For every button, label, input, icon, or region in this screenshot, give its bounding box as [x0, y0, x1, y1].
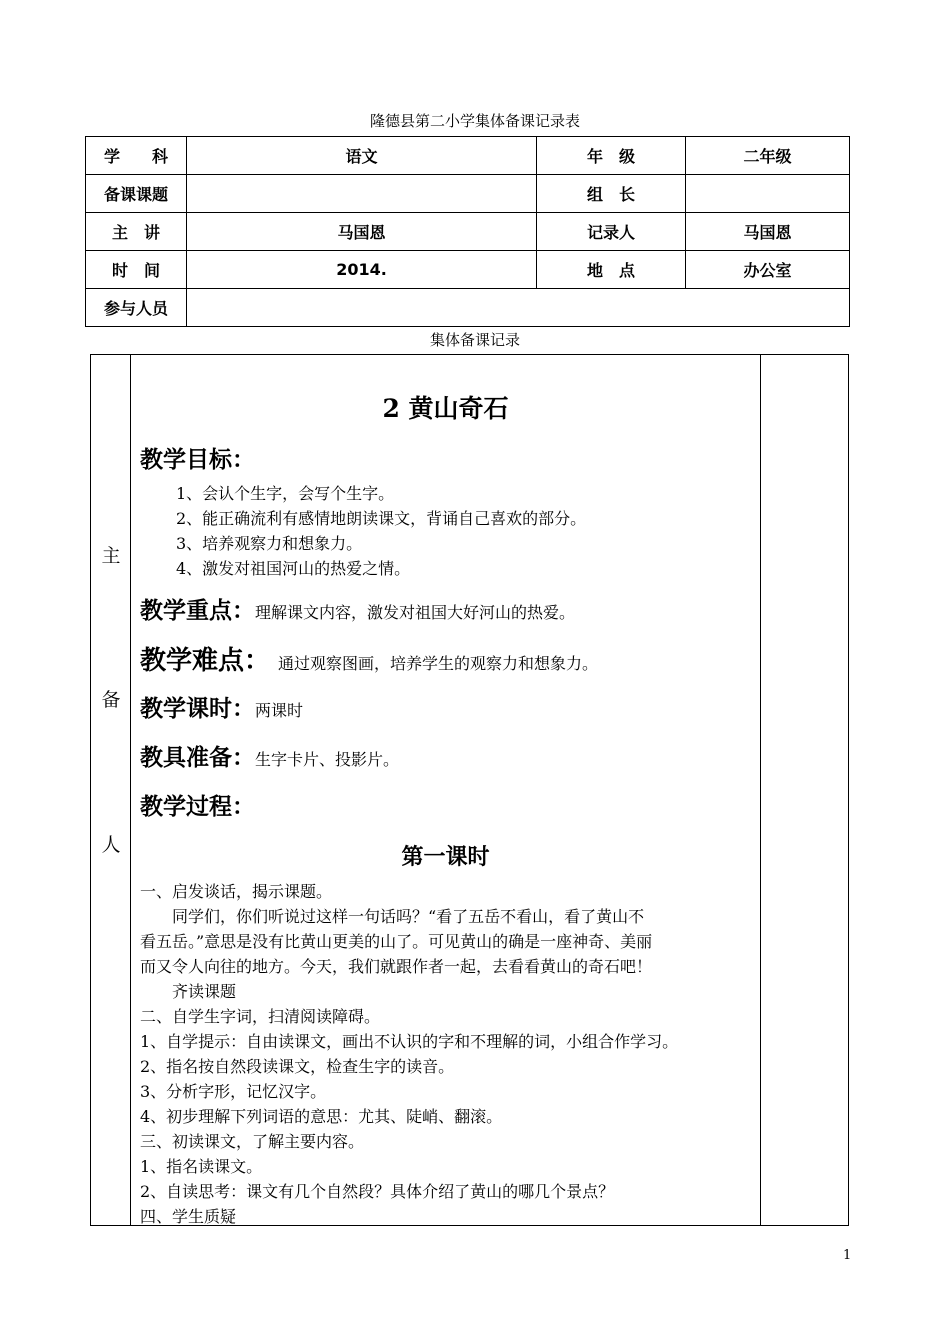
process-line: 2、自读思考：课文有几个自然段？具体介绍了黄山的哪几个景点？: [140, 1182, 615, 1201]
side-label-char: 备: [101, 689, 121, 711]
table-cell: 办公室: [686, 251, 850, 289]
process-heading: 教学过程：: [140, 794, 255, 820]
column-divider: [760, 354, 761, 1226]
process-line: 1、指名读课文。: [140, 1157, 263, 1176]
table-cell: 2014.: [187, 251, 537, 289]
difficulty-heading: 教学难点：: [140, 646, 271, 676]
table-cell: 组 长: [537, 175, 686, 213]
table-cell: [686, 175, 850, 213]
table-cell: 学 科: [86, 137, 187, 175]
participants-label: 参与人员: [86, 289, 187, 327]
table-row: [86, 289, 850, 327]
goal-item: 3、培养观察力和想象力。: [176, 534, 363, 553]
table-cell: 二年级: [686, 137, 850, 175]
key-heading: 教学重点：: [140, 598, 255, 624]
table-cell: 时 间: [86, 251, 187, 289]
participants-value: [187, 289, 850, 327]
tools-text: 生字卡片、投影片。: [255, 750, 400, 769]
tools-heading: 教具准备：: [140, 745, 255, 771]
process-line: 齐读课题: [140, 982, 237, 1001]
process-line: 而又令人向往的地方。今天，我们就跟作者一起，去看看黄山的奇石吧！: [140, 957, 653, 976]
process-line: 2、指名按自然段读课文，检查生字的读音。: [140, 1057, 455, 1076]
table-cell: 马国恩: [686, 213, 850, 251]
section-label: 集体备课记录: [429, 331, 520, 349]
side-label-char: 人: [101, 834, 121, 856]
hours-text: 两课时: [255, 701, 304, 720]
info-table: [85, 136, 850, 327]
process-line: 二、自学生字词，扫清阅读障碍。: [140, 1007, 381, 1026]
process-line: 三、初读课文，了解主要内容。: [140, 1132, 365, 1151]
hours-heading: 教学课时：: [140, 696, 255, 722]
table-row: [86, 251, 850, 289]
lesson-title: 2 黄山奇石: [382, 394, 509, 423]
process-line: 一、启发谈话，揭示课题。: [140, 882, 333, 901]
page-title: 隆德县第二小学集体备课记录表: [369, 112, 580, 130]
difficulty-point: [140, 640, 598, 677]
column-divider: [130, 354, 131, 1226]
goal-item: 1、会认个生字，会写个生字。: [176, 484, 395, 503]
process-line: 1、自学提示：自由读课文，画出不认识的字和不理解的词，小组合作学习。: [140, 1032, 679, 1051]
process-line: 看五岳。”意思是没有比黄山更美的山了。可见黄山的确是一座神奇、美丽: [140, 932, 653, 951]
process-line: 3、分析字形，记忆汉字。: [140, 1082, 327, 1101]
table-cell: 年 级: [537, 137, 686, 175]
session-title: 第一课时: [401, 845, 490, 870]
table-cell: 备课课题: [86, 175, 187, 213]
process-line: 4、初步理解下列词语的意思：尤其、陡峭、翻滚。: [140, 1107, 503, 1126]
table-cell: 马国恩: [187, 213, 537, 251]
goal-item: 2、能正确流利有感情地朗读课文，背诵自己喜欢的部分。: [176, 509, 587, 528]
table-row: [86, 175, 850, 213]
process-line: 四、学生质疑: [140, 1207, 237, 1226]
table-cell: 主 讲: [86, 213, 187, 251]
tools-info: [140, 739, 399, 772]
table-cell: [187, 175, 537, 213]
key-point: [140, 592, 575, 625]
hours-info: [140, 690, 303, 723]
table-cell: 语文: [187, 137, 537, 175]
table-cell: 记录人: [537, 213, 686, 251]
table-row: [86, 137, 850, 175]
goals-heading: 教学目标：: [140, 447, 255, 473]
goal-item: 4、激发对祖国河山的热爱之情。: [176, 559, 411, 578]
key-text: 理解课文内容，激发对祖国大好河山的热爱。: [255, 603, 576, 622]
process-line: 同学们，你们听说过这样一句话吗？“看了五岳不看山，看了黄山不: [140, 907, 645, 926]
side-label-char: 主: [101, 545, 121, 567]
page-number: 1: [843, 1248, 852, 1263]
difficulty-text: 通过观察图画，培养学生的观察力和想象力。: [278, 654, 599, 673]
table-row: [86, 213, 850, 251]
table-cell: 地 点: [537, 251, 686, 289]
